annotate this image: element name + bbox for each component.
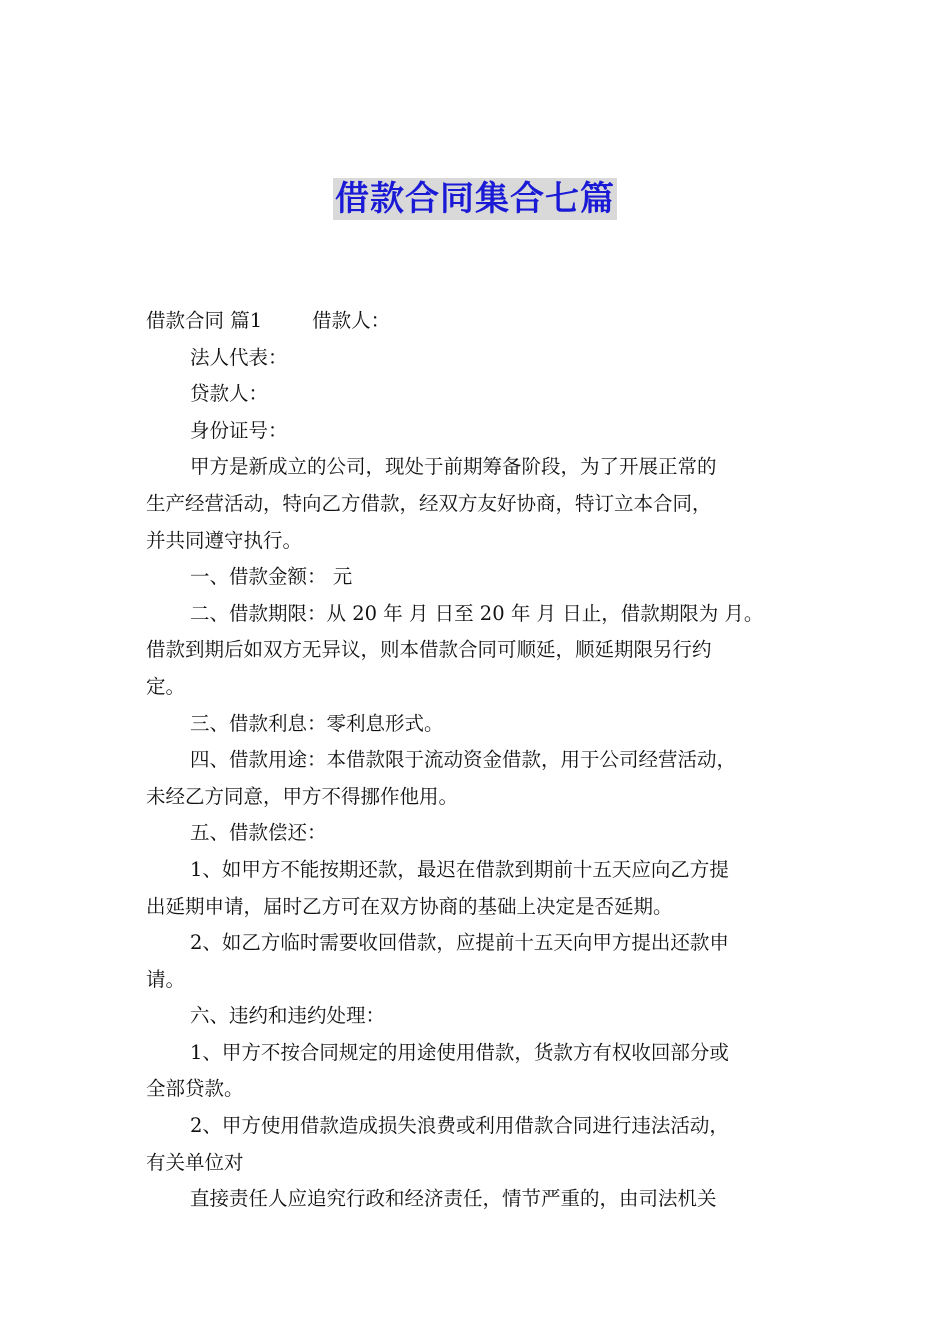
paragraph-line: 三、借款利息：零利息形式。 [190, 711, 444, 735]
paragraph-line: 1、如甲方不能按期还款，最迟在借款到期前十五天应向乙方提 [190, 857, 729, 881]
paragraph-line: 1、甲方不按合同规定的用途使用借款，货款方有权收回部分或 [190, 1040, 729, 1064]
document-title [0, 178, 950, 220]
paragraph-line: 一、借款金额： 元 [190, 565, 353, 589]
paragraph-line: 2、甲方使用借款造成损失浪费或利用借款合同进行违法活动， [190, 1114, 729, 1138]
paragraph-line [146, 303, 826, 340]
paragraph-line: 请。 [146, 967, 186, 991]
paragraph-line: 出延期申请，届时乙方可在双方协商的基础上决定是否延期。 [146, 894, 673, 918]
paragraph-line: 2、如乙方临时需要收回借款，应提前十五天向甲方提出还款申 [190, 931, 729, 955]
paragraph-line: 直接责任人应追究行政和经济责任，情节严重的，由司法机关 [190, 1187, 717, 1211]
paragraph-line: 四、借款用途：本借款限于流动资金借款，用于公司经营活动， [190, 748, 737, 772]
paragraph-line: 全部贷款。 [146, 1077, 244, 1101]
paragraph-line: 生产经营活动，特向乙方借款，经双方友好协商，特订立本合同， [146, 491, 712, 515]
paragraph-line: 甲方是新成立的公司，现处于前期筹备阶段，为了开展正常的 [190, 455, 717, 479]
paragraph-line: 贷款人： [190, 382, 269, 406]
paragraph-line: 身份证号： [190, 418, 288, 442]
document-body [146, 303, 826, 1218]
paragraph-line: 法人代表： [190, 345, 288, 369]
section-heading: 借款合同 篇1 [146, 309, 263, 332]
paragraph-line: 借款到期后如双方无异议，则本借款合同可顺延，顺延期限另行约 [146, 638, 712, 662]
paragraph-line: 定。 [146, 674, 186, 698]
paragraph-line: 五、借款偿还： [190, 821, 327, 845]
paragraph-line: 未经乙方同意，甲方不得挪作他用。 [146, 784, 459, 808]
paragraph-line: 六、违约和违约处理： [190, 1004, 386, 1028]
field-label: 借款人： [312, 309, 391, 332]
paragraph-line: 有关单位对 [146, 1150, 244, 1174]
paragraph-line: 并共同遵守执行。 [146, 528, 303, 552]
paragraph-line: 二、借款期限：从 20 年 月 日至 20 年 月 日止，借款期限为 月。 [190, 601, 764, 625]
document-title-text: 借款合同集合七篇 [335, 179, 615, 219]
